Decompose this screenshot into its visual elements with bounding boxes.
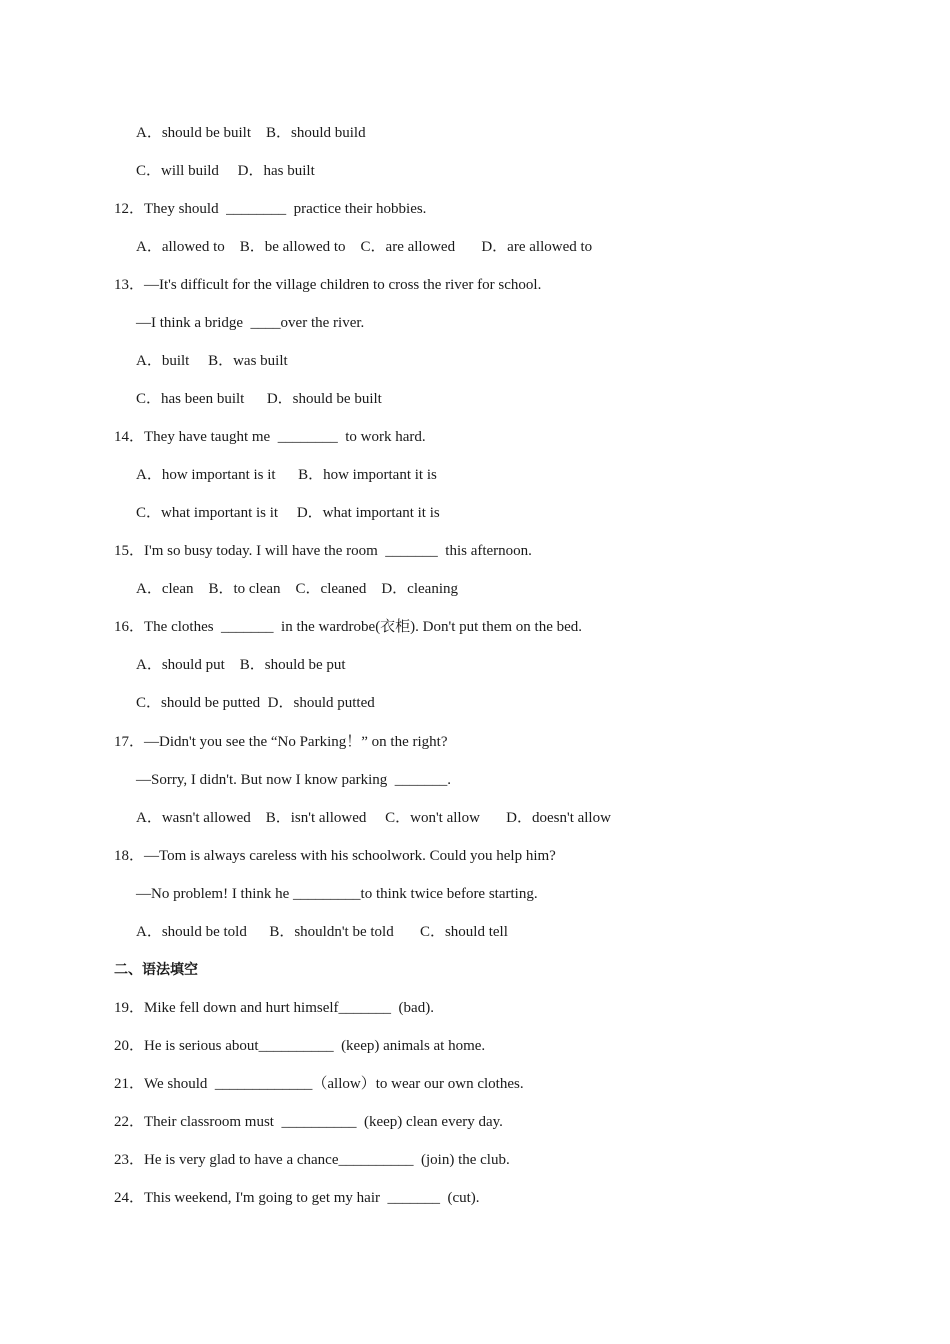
q22-stem: 22．Their classroom must __________ (keep) clean every day. <box>114 1114 503 1130</box>
q16-stem: 16．The clothes _______ in the wardrobe(衣柜). Don't put them on the bed. <box>114 619 583 635</box>
q12-options: A．allowed to B．be allowed to C．are allowed D．are allowed to <box>136 239 593 255</box>
q18-options: A．should be told B．shouldn't be told C．should tell <box>136 924 508 940</box>
q13-dialogue: —I think a bridge ____over the river. <box>136 315 365 331</box>
q11-options-ab: A．should be built B．should build <box>136 125 366 141</box>
q11-options-cd: C．will build D．has built <box>136 163 315 179</box>
q15-options: A．clean B．to clean C．cleaned D．cleaning <box>136 581 458 597</box>
q21-stem: 21．We should _____________（allow）to wear our own clothes. <box>114 1076 524 1092</box>
q15-stem: 15．I'm so busy today. I will have the room _______ this afternoon. <box>114 543 532 559</box>
q17-dialogue: —Sorry, I didn't. But now I know parking _______. <box>136 772 452 788</box>
q13-options-cd: C．has been built D．should be built <box>136 391 382 407</box>
q18-dialogue: —No problem! I think he _________to think twice before starting. <box>136 886 538 902</box>
q18-stem: 18．—Tom is always careless with his schoolwork. Could you help him? <box>114 848 556 864</box>
q14-options-ab: A．how important is it B．how important it is <box>136 467 437 483</box>
q14-options-cd: C．what important is it D．what important it is <box>136 505 440 521</box>
q13-stem: 13．—It's difficult for the village children to cross the river for school. <box>114 277 542 293</box>
q19-stem: 19．Mike fell down and hurt himself_______ (bad). <box>114 1000 434 1016</box>
q17-options: A．wasn't allowed B．isn't allowed C．won't allow D．doesn't allow <box>136 810 611 826</box>
q16-options-ab: A．should put B．should be put <box>136 657 346 673</box>
q24-stem: 24．This weekend, I'm going to get my hair _______ (cut). <box>114 1190 480 1206</box>
section-heading: 二、语法填空 <box>114 962 198 978</box>
q16-options-cd: C．should be putted D．should putted <box>136 695 375 711</box>
q23-stem: 23．He is very glad to have a chance__________ (join) the club. <box>114 1152 510 1168</box>
q12-stem: 12．They should ________ practice their hobbies. <box>114 201 427 217</box>
q14-stem: 14．They have taught me ________ to work hard. <box>114 429 426 445</box>
q13-options-ab: A．built B．was built <box>136 353 288 369</box>
q17-stem: 17．—Didn't you see the “No Parking！” on the right? <box>114 734 448 750</box>
q20-stem: 20．He is serious about__________ (keep) animals at home. <box>114 1038 486 1054</box>
